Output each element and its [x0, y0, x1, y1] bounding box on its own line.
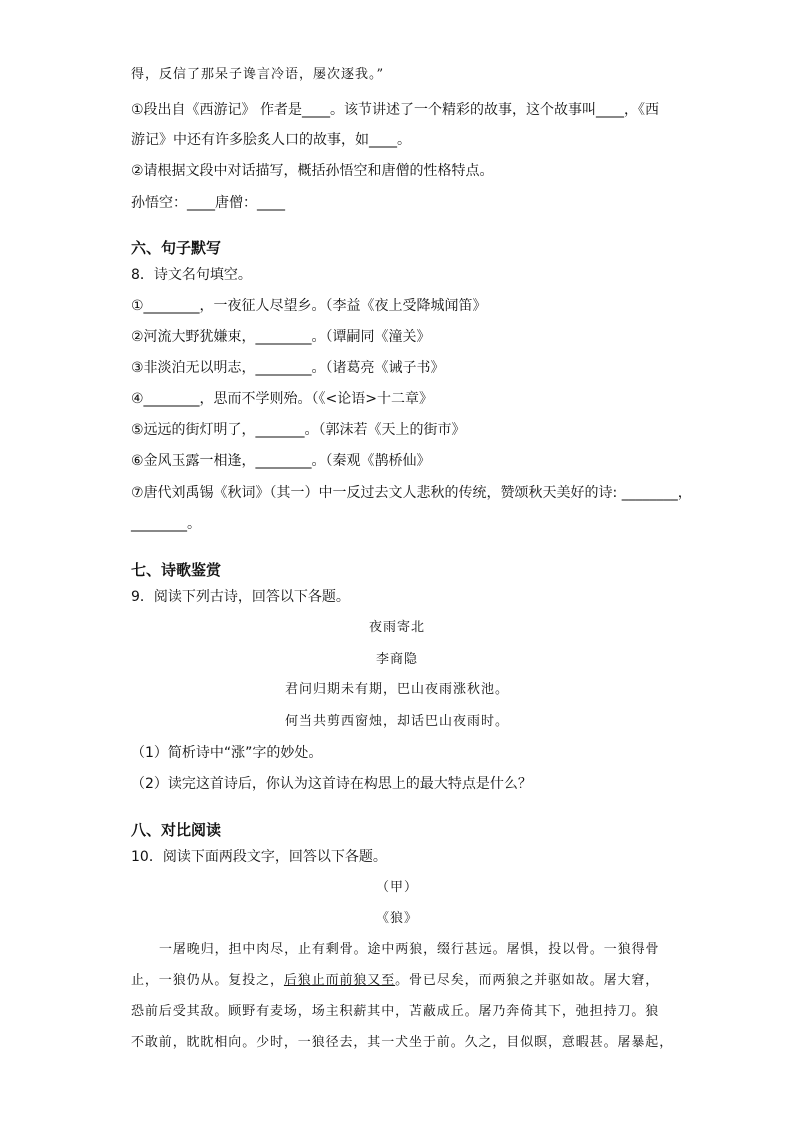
top-quote-line: 得，反信了那呆子谗言冷语，屡次逐我。” — [131, 67, 385, 82]
q9-title: 9．阅读下列古诗，回答以下各题。 — [131, 589, 350, 605]
q8-item-3: ③非淡泊无以明志，________。（诸葛亮《诫子书》 — [131, 360, 445, 376]
para-line-1: 一屠晚归，担中肉尽，止有剩骨。途中两狼，缀行甚远。屠惧，投以骨。一狼得骨 — [159, 942, 660, 957]
q7-sub1: ①段出自《西游记》 作者是____。该节讲述了一个精彩的故事，这个故事叫____，《西 — [131, 102, 659, 118]
part-label: （甲） — [375, 880, 418, 895]
q8-item-6: ⑥金风玉露一相逢，________。（秦观《鹊桥仙》 — [131, 453, 431, 469]
q8-title: 8．诗文名句填空。 — [131, 267, 252, 283]
para-line-2-a: 止，一狼仍从。复投之， — [131, 973, 284, 988]
poem-line-1: 君问归期未有期，巴山夜雨涨秋池。 — [284, 682, 509, 697]
q8-item-7-cont: ________。 — [131, 516, 201, 532]
q9-sub2: （2）读完这首诗后，你认为这首诗在构思上的最大特点是什么？ — [131, 776, 532, 792]
q8-item-4: ④________，思而不学则殆。（《<论语>十二章》 — [131, 391, 434, 407]
para-line-3: 恐前后受其敌。顾野有麦场，场主积薪其中，苫蔽成丘。屠乃奔倚其下，弛担持刀。狼 — [131, 1004, 660, 1019]
para-line-2 — [131, 972, 667, 990]
q7-sub1-cont: 游记》中还有许多脍炙人口的故事，如____。 — [131, 132, 411, 148]
q8-item-5: ⑤远远的街灯明了，_______。（郭沫若《天上的街市》 — [131, 422, 466, 438]
poem-line-2: 何当共剪西窗烛，却话巴山夜雨时。 — [284, 714, 509, 729]
q7-sub2: ②请根据文段中对话描写，概括孙悟空和唐僧的性格特点。 — [131, 163, 494, 179]
q10-title: 10．阅读下面两段文字，回答以下各题。 — [131, 849, 387, 865]
q8-item-1: ①________，一夜征人尽望乡。（李益《夜上受降城闻笛》 — [131, 298, 487, 314]
q8-item-7: ⑦唐代刘禹锡《秋词》（其一）中一反过去文人悲秋的传统，赞颂秋天美好的诗: ________， — [131, 485, 692, 501]
section7-heading: 七、诗歌鉴赏 — [131, 561, 222, 579]
section8-heading: 八、对比阅读 — [131, 821, 222, 839]
q9-sub1: （1）简析诗中“涨”字的妙处。 — [131, 745, 323, 761]
poem-title: 夜雨寄北 — [368, 620, 425, 635]
para-line-2-b: 。骨已尽矣，而两狼之并驱如故。屠大窘， — [395, 973, 660, 988]
poem-author: 李商隐 — [375, 652, 418, 667]
underlined-sentence: 后狼止而前狼又至 — [283, 973, 396, 988]
para-line-4: 不敢前，眈眈相向。少时，一狼径去，其一犬坐于前。久之，目似瞑，意暇甚。屠暴起， — [131, 1035, 674, 1050]
section6-heading: 六、句子默写 — [131, 239, 222, 257]
q7-answer-line: 孙悟空：____唐僧：____ — [131, 195, 285, 211]
text-title: 《狼》 — [375, 911, 418, 926]
q8-item-2: ②河流大野犹嫌束，________。（谭嗣同《潼关》 — [131, 329, 431, 345]
